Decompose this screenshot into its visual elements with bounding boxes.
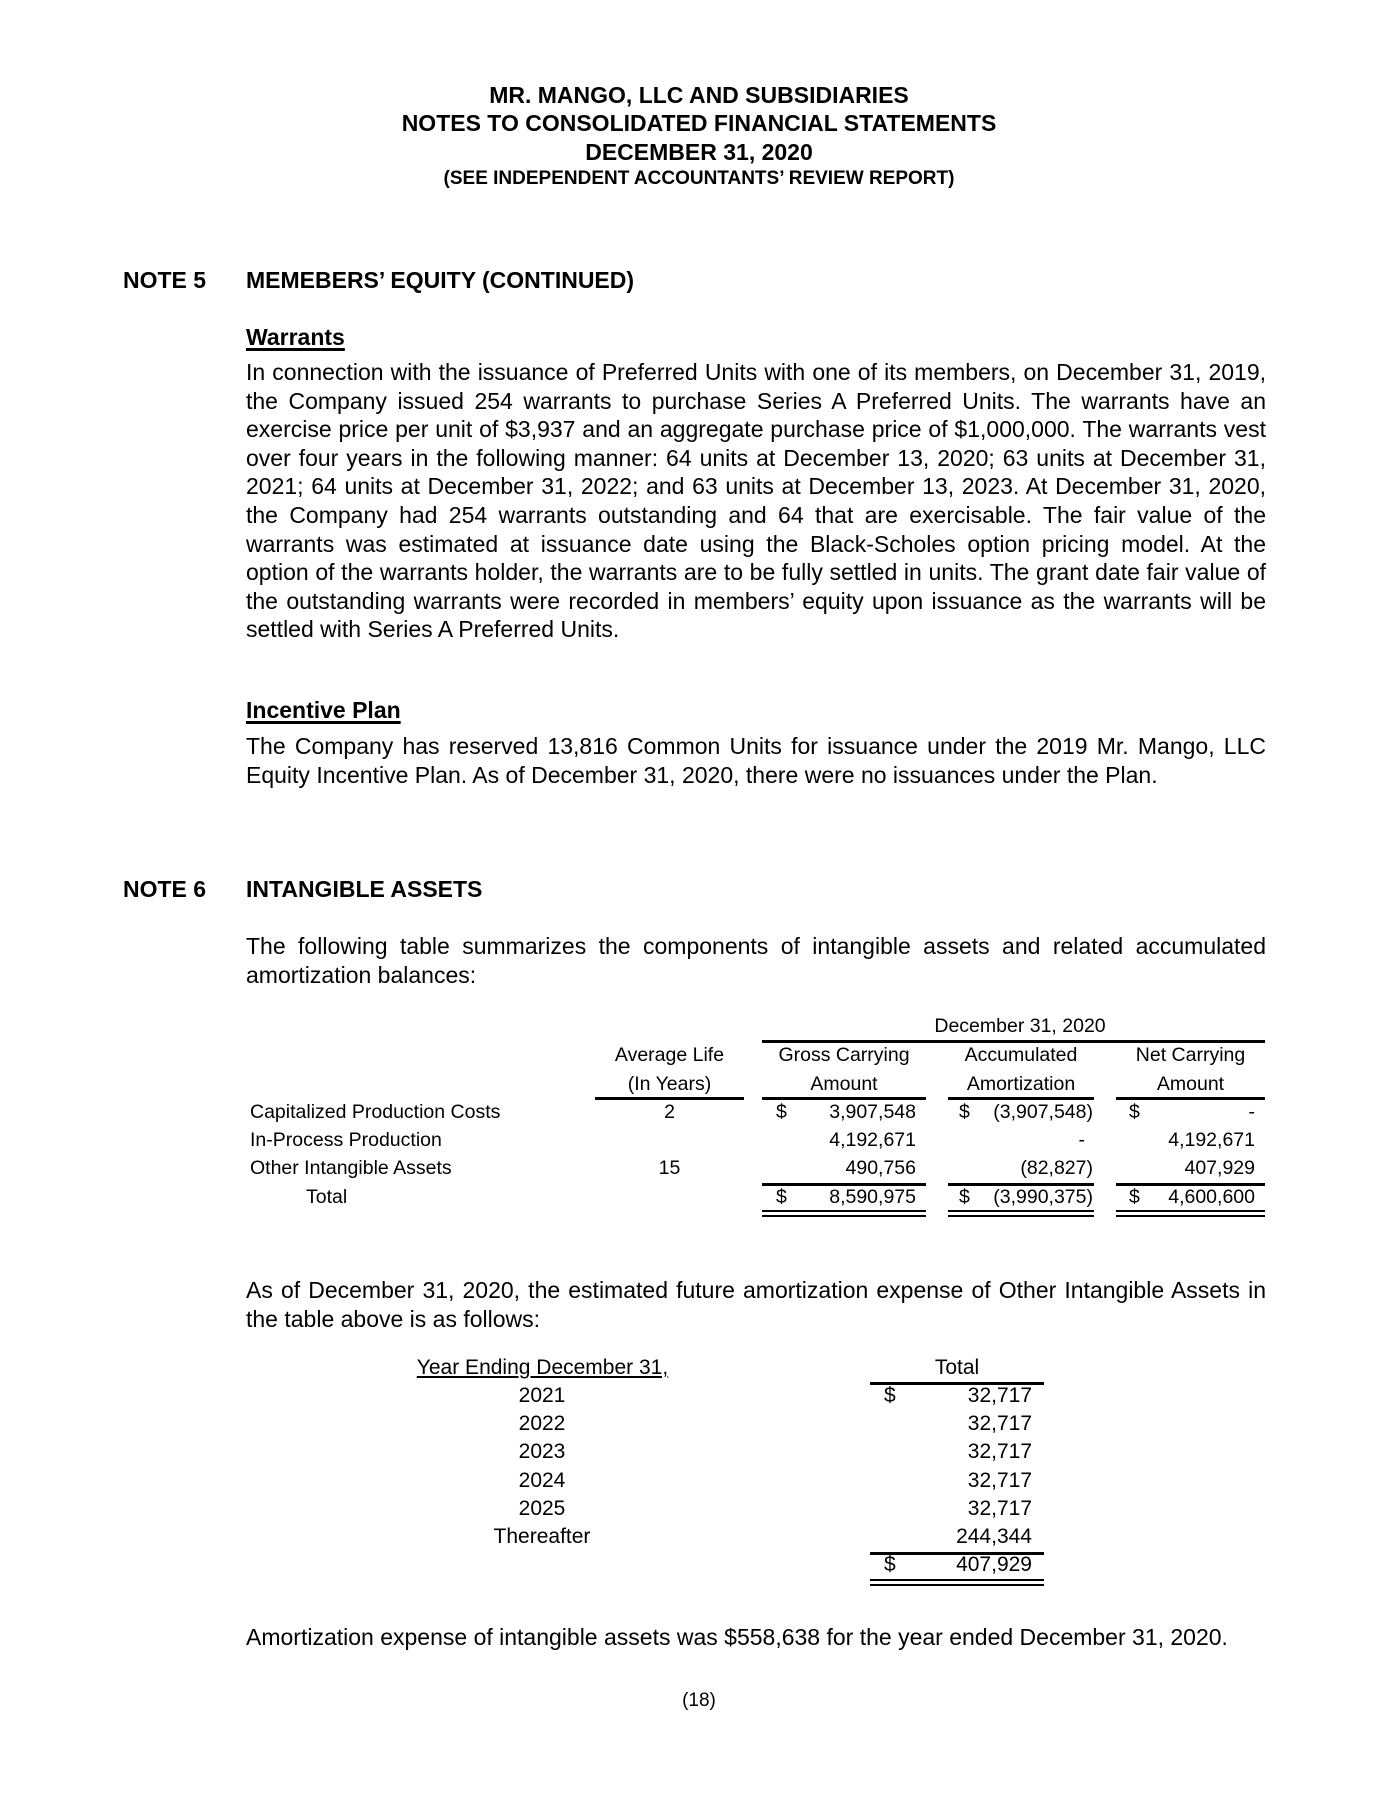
schedule-total-currency: $ xyxy=(884,1553,896,1576)
intangible-intro-paragraph: The following table summarizes the components of intangible assets and related accumulated amortization balances: xyxy=(246,933,1266,988)
schedule-total-header: Total xyxy=(934,1356,980,1379)
total-label: Total xyxy=(306,1186,348,1208)
schedule-double-rule-2 xyxy=(870,1584,1044,1586)
document-title: NOTES TO CONSOLIDATED FINANCIAL STATEMENTS xyxy=(401,110,997,136)
amortization-expense-paragraph: Amortization expense of intangible assets was $558,638 for the year ended December 31, 2020. xyxy=(246,1624,1228,1650)
warrants-heading: Warrants xyxy=(246,324,345,350)
schedule-amount: 32,717 xyxy=(967,1440,1032,1463)
row-accum: (3,907,548) xyxy=(993,1101,1093,1123)
incentive-plan-paragraph: The Company has reserved 13,816 Common Units for issuance under the 2019 Mr. Mango, LLC Equity Incentive Plan. As of December 31, 2020, there were no issuances under the Plan. xyxy=(246,733,1266,788)
schedule-amount: 32,717 xyxy=(967,1497,1032,1520)
accum-header-1: Accumulated xyxy=(964,1044,1078,1066)
total-accum: (3,990,375) xyxy=(993,1186,1093,1208)
row-gross-currency: $ xyxy=(776,1101,787,1123)
avg-life-header-2: (In Years) xyxy=(627,1073,712,1095)
row-gross: 490,756 xyxy=(845,1157,916,1179)
row-label: Capitalized Production Costs xyxy=(250,1101,501,1123)
schedule-year: 2025 xyxy=(518,1497,566,1520)
total-gross: 8,590,975 xyxy=(829,1186,916,1208)
schedule-amount: 244,344 xyxy=(956,1525,1032,1548)
row-gross: 3,907,548 xyxy=(829,1101,916,1123)
double-rule-gross-2 xyxy=(762,1215,926,1217)
net-header-1: Net Carrying xyxy=(1135,1044,1246,1066)
table-period-header: December 31, 2020 xyxy=(934,1015,1106,1037)
net-header-2: Amount xyxy=(1156,1073,1225,1095)
gross-header-2: Amount xyxy=(810,1073,878,1095)
note-6-title: INTANGIBLE ASSETS xyxy=(246,876,483,902)
warrants-paragraph: In connection with the issuance of Preferred Units with one of its members, on December 31, 2019, the Company issued 254 warrants to purchase Series A Preferred Units. The warrants have an exercise price per unit of $3,937 and an aggregate purchase price of $1,000,000. The warrants vest over four years in the following manner: 64 units at December 13, 2020; 63 units at December 31, 2021; 64 units at December 31, 2022; and 63 units at December 13, 2023. At December 31, 2020, the Company had 254 warrants outstanding and 64 that are exercisable. The fair value of the warrants was estimated at issuance date using the Black-Scholes option pricing model. At the option of the warrants holder, the warrants are to be fully settled in units. The grant date fair value of the outstanding warrants were recorded in members’ equity upon issuance as the warrants will be settled with Series A Preferred Units. xyxy=(246,359,1266,643)
row-net: 407,929 xyxy=(1184,1157,1255,1179)
row-label: Other Intangible Assets xyxy=(250,1157,452,1179)
schedule-amount: 32,717 xyxy=(967,1412,1032,1435)
schedule-total-amount: 407,929 xyxy=(956,1553,1032,1576)
total-net-currency: $ xyxy=(1129,1186,1140,1208)
schedule-year: Thereafter xyxy=(493,1525,591,1548)
schedule-currency: $ xyxy=(884,1384,896,1407)
schedule-double-rule-1 xyxy=(870,1579,1044,1581)
note-5-title: MEMEBERS’ EQUITY (CONTINUED) xyxy=(246,267,635,293)
double-rule-accum-2 xyxy=(948,1215,1094,1217)
row-accum: - xyxy=(1078,1129,1085,1151)
gross-header-1: Gross Carrying xyxy=(778,1044,910,1066)
schedule-year-header: Year Ending December 31, xyxy=(416,1356,669,1379)
row-net: 4,192,671 xyxy=(1168,1129,1255,1151)
total-gross-currency: $ xyxy=(776,1186,787,1208)
schedule-amount: 32,717 xyxy=(967,1469,1032,1492)
row-net-currency: $ xyxy=(1129,1101,1140,1123)
row-accum: (82,827) xyxy=(1020,1157,1093,1179)
company-name: MR. MANGO, LLC AND SUBSIDIARIES xyxy=(489,82,909,108)
double-rule-net-2 xyxy=(1116,1215,1265,1217)
row-label: In-Process Production xyxy=(250,1129,442,1151)
page-number: (18) xyxy=(682,1690,716,1711)
incentive-plan-heading: Incentive Plan xyxy=(246,697,401,723)
schedule-year: 2021 xyxy=(518,1384,566,1407)
note-6-number: NOTE 6 xyxy=(123,876,207,902)
review-report-note: (SEE INDEPENDENT ACCOUNTANTS’ REVIEW REPORT) xyxy=(443,168,955,189)
schedule-intro-paragraph: As of December 31, 2020, the estimated future amortization expense of Other Intangible Assets in the table above is as follows: xyxy=(246,1277,1266,1332)
schedule-year: 2023 xyxy=(518,1440,566,1463)
row-avg-life: 2 xyxy=(664,1101,675,1123)
schedule-year: 2024 xyxy=(518,1469,566,1492)
schedule-amount: 32,717 xyxy=(967,1384,1032,1407)
document-date: DECEMBER 31, 2020 xyxy=(585,139,813,165)
schedule-year: 2022 xyxy=(518,1412,566,1435)
row-avg-life: 15 xyxy=(658,1157,681,1179)
accum-header-2: Amortization xyxy=(966,1073,1076,1095)
total-net: 4,600,600 xyxy=(1168,1186,1255,1208)
total-accum-currency: $ xyxy=(959,1186,970,1208)
avg-life-header-1: Average Life xyxy=(614,1044,725,1066)
note-5-number: NOTE 5 xyxy=(123,267,207,293)
row-accum-currency: $ xyxy=(959,1101,970,1123)
row-gross: 4,192,671 xyxy=(829,1129,916,1151)
row-net: - xyxy=(1248,1101,1255,1123)
double-rule-accum-1 xyxy=(948,1210,1094,1212)
double-rule-gross-1 xyxy=(762,1210,926,1212)
double-rule-net-1 xyxy=(1116,1210,1265,1212)
